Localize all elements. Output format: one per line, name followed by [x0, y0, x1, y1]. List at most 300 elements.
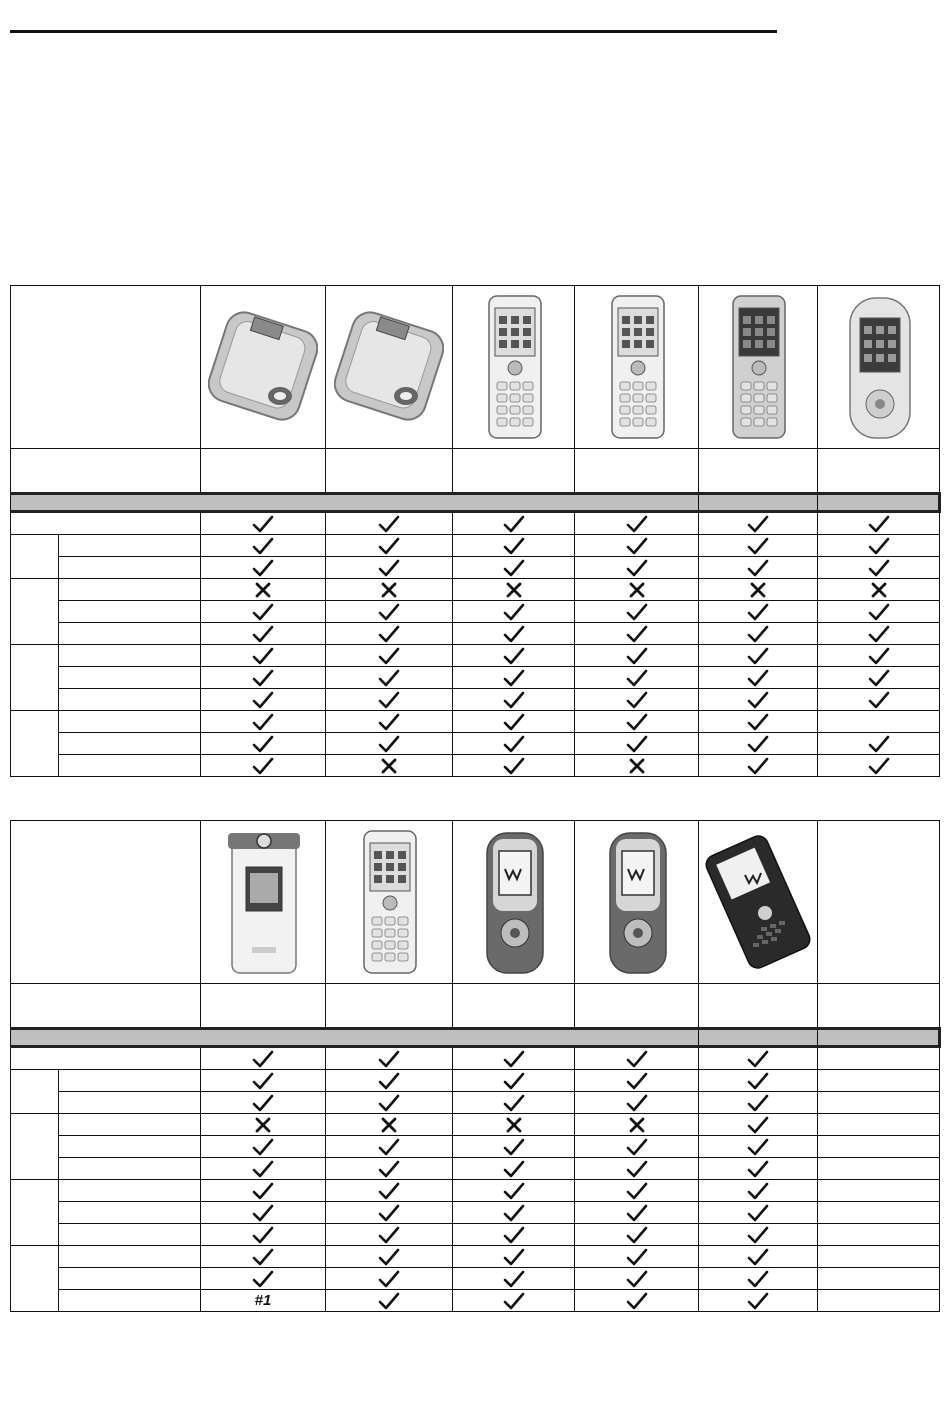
support-cell [575, 711, 699, 733]
support-cell [326, 711, 453, 733]
support-cell [201, 1246, 326, 1268]
checkmark-icon [251, 734, 275, 754]
support-cell [326, 1290, 453, 1312]
feature-group-cell [11, 535, 59, 579]
checkmark-icon [746, 536, 770, 556]
cross-icon [251, 1115, 275, 1135]
feature-label-cell [59, 601, 201, 623]
checkmark-icon [746, 624, 770, 644]
feature-row [11, 755, 940, 777]
support-cell [818, 1290, 940, 1312]
checkmark-icon [746, 668, 770, 688]
support-cell [453, 1224, 575, 1246]
support-cell [326, 733, 453, 755]
name-label-cell [11, 449, 201, 494]
phone-name-cell [575, 984, 699, 1029]
support-cell [453, 623, 575, 645]
support-cell [575, 1047, 699, 1070]
walkman-slider-phone-image [582, 827, 692, 977]
support-cell [818, 1224, 940, 1246]
feature-label-cell [59, 711, 201, 733]
support-cell [575, 1202, 699, 1224]
checkmark-icon [625, 1049, 649, 1069]
cross-icon [867, 580, 891, 600]
feature-row [11, 1136, 940, 1158]
feature-row [11, 623, 940, 645]
support-cell [699, 1224, 818, 1246]
section-band-row [11, 1029, 940, 1047]
support-cell [818, 1180, 940, 1202]
support-cell [818, 645, 940, 667]
support-cell [699, 667, 818, 689]
support-cell [575, 1158, 699, 1180]
support-cell [201, 557, 326, 579]
support-cell [699, 1047, 818, 1070]
support-cell [818, 579, 940, 601]
checkmark-icon [502, 1269, 526, 1289]
section-band [699, 494, 818, 512]
support-cell [201, 1202, 326, 1224]
feature-row [11, 579, 940, 601]
feature-label-cell [59, 557, 201, 579]
feature-label-cell [59, 623, 201, 645]
checkmark-icon [625, 1247, 649, 1267]
cross-icon [502, 580, 526, 600]
support-cell [818, 1136, 940, 1158]
checkmark-icon [625, 536, 649, 556]
phone-image-cell [326, 286, 453, 449]
checkmark-icon [502, 646, 526, 666]
feature-label-cell [59, 535, 201, 557]
cross-icon [251, 580, 275, 600]
support-cell [453, 1268, 575, 1290]
checkmark-icon [251, 514, 275, 534]
cross-icon [377, 1115, 401, 1135]
feature-row [11, 1158, 940, 1180]
checkmark-icon [746, 690, 770, 710]
feature-label-cell [11, 512, 201, 535]
support-cell [453, 689, 575, 711]
feature-row [11, 1202, 940, 1224]
checkmark-icon [251, 712, 275, 732]
support-cell [326, 623, 453, 645]
checkmark-icon [251, 1247, 275, 1267]
support-cell [201, 1290, 326, 1312]
name-label-cell [11, 984, 201, 1029]
section-band [11, 494, 699, 512]
checkmark-icon [625, 558, 649, 578]
checkmark-icon [867, 558, 891, 578]
feature-row [11, 1246, 940, 1268]
checkmark-icon [625, 602, 649, 622]
support-cell [575, 601, 699, 623]
support-cell [699, 1158, 818, 1180]
walkman-black-phone-image [703, 827, 813, 977]
support-cell [699, 1070, 818, 1092]
support-cell [326, 1202, 453, 1224]
support-cell [326, 667, 453, 689]
support-cell [201, 733, 326, 755]
checkmark-icon [251, 624, 275, 644]
support-cell [201, 1224, 326, 1246]
feature-row [11, 1180, 940, 1202]
checkmark-icon [502, 1137, 526, 1157]
phone-name-cell [575, 449, 699, 494]
feature-row [11, 535, 940, 557]
support-cell [326, 1180, 453, 1202]
checkmark-icon [502, 1049, 526, 1069]
checkmark-icon [251, 646, 275, 666]
checkmark-icon [502, 1159, 526, 1179]
support-cell [818, 535, 940, 557]
feature-label-cell [59, 667, 201, 689]
checkmark-icon [746, 1247, 770, 1267]
feature-row [11, 512, 940, 535]
feature-label-cell [59, 645, 201, 667]
support-cell [453, 579, 575, 601]
checkmark-icon [867, 734, 891, 754]
cross-icon [377, 580, 401, 600]
support-cell [575, 1180, 699, 1202]
checkmark-icon [867, 536, 891, 556]
checkmark-icon [625, 1159, 649, 1179]
support-cell [453, 1092, 575, 1114]
checkmark-icon [377, 1137, 401, 1157]
phone-image-cell [201, 821, 326, 984]
support-cell [818, 512, 940, 535]
support-cell [453, 1290, 575, 1312]
support-cell [201, 667, 326, 689]
cross-icon [502, 1115, 526, 1135]
checkmark-icon [625, 1137, 649, 1157]
checkmark-icon [502, 1071, 526, 1091]
feature-group-cell [11, 711, 59, 777]
feature-label-cell [59, 1158, 201, 1180]
support-cell [575, 1290, 699, 1312]
feature-row [11, 645, 940, 667]
feature-label-cell [11, 1047, 201, 1070]
checkmark-icon [377, 1181, 401, 1201]
checkmark-icon [502, 734, 526, 754]
support-cell [201, 601, 326, 623]
support-cell [699, 1268, 818, 1290]
checkmark-icon [746, 646, 770, 666]
checkmark-icon [377, 1225, 401, 1245]
support-cell [326, 1158, 453, 1180]
checkmark-icon [867, 624, 891, 644]
checkmark-icon [502, 624, 526, 644]
checkmark-icon [867, 690, 891, 710]
support-cell [699, 535, 818, 557]
checkmark-icon [377, 558, 401, 578]
feature-label-cell [59, 1180, 201, 1202]
checkmark-icon [377, 1203, 401, 1223]
support-cell [453, 601, 575, 623]
section-band-row [11, 494, 940, 512]
feature-group-cell [11, 579, 59, 645]
support-cell [453, 755, 575, 777]
phone-image-cell [699, 286, 818, 449]
support-cell [818, 1246, 940, 1268]
checkmark-icon [625, 668, 649, 688]
checkmark-icon [377, 514, 401, 534]
checkmark-icon [746, 1159, 770, 1179]
checkmark-icon [746, 1137, 770, 1157]
support-cell [453, 1136, 575, 1158]
support-cell [575, 1268, 699, 1290]
support-cell [699, 733, 818, 755]
support-cell [818, 667, 940, 689]
feature-group-cell [11, 1070, 59, 1114]
support-cell [326, 579, 453, 601]
checkmark-icon [746, 712, 770, 732]
feature-row [11, 667, 940, 689]
checkmark-icon [502, 514, 526, 534]
checkmark-icon [251, 558, 275, 578]
checkmark-icon [251, 1049, 275, 1069]
support-cell [201, 1180, 326, 1202]
checkmark-icon [867, 646, 891, 666]
support-cell [201, 1114, 326, 1136]
phone-image-cell [453, 821, 575, 984]
checkmark-icon [746, 514, 770, 534]
flip-phone-silver-image [334, 292, 444, 442]
feature-label-cell [59, 579, 201, 601]
support-cell [326, 689, 453, 711]
checkmark-icon [625, 690, 649, 710]
support-cell [575, 1224, 699, 1246]
phone-image-cell [699, 821, 818, 984]
checkmark-icon [625, 1269, 649, 1289]
checkmark-icon [377, 602, 401, 622]
support-cell [699, 1290, 818, 1312]
section-band [818, 1029, 940, 1047]
phone-name-cell [818, 449, 940, 494]
cross-icon [377, 756, 401, 776]
feature-row [11, 1047, 940, 1070]
feature-row [11, 689, 940, 711]
support-cell [201, 1268, 326, 1290]
checkmark-icon [251, 1269, 275, 1289]
feature-label-cell [59, 1114, 201, 1136]
phone-image-cell [575, 821, 699, 984]
checkmark-icon [502, 602, 526, 622]
candybar-phone-image [582, 292, 692, 442]
checkmark-icon [625, 1071, 649, 1091]
phone-image-cell [818, 286, 940, 449]
support-cell [201, 623, 326, 645]
checkmark-icon [625, 1225, 649, 1245]
candybar-phone-dark-screen-image [703, 292, 813, 442]
phone-image-cell [453, 286, 575, 449]
support-cell [326, 601, 453, 623]
feature-group-cell [11, 1180, 59, 1246]
checkmark-icon [502, 1225, 526, 1245]
compatibility-table-1 [10, 285, 941, 777]
feature-row [11, 1070, 940, 1092]
phone-name-row [11, 449, 940, 494]
support-cell [201, 1070, 326, 1092]
checkmark-icon [251, 1137, 275, 1157]
support-cell [818, 1047, 940, 1070]
checkmark-icon [746, 1049, 770, 1069]
support-cell [453, 645, 575, 667]
support-cell [326, 755, 453, 777]
support-cell [818, 1202, 940, 1224]
support-cell [818, 1092, 940, 1114]
checkmark-icon [625, 1181, 649, 1201]
checkmark-icon [746, 1269, 770, 1289]
feature-label-cell [59, 1290, 201, 1312]
support-cell [201, 645, 326, 667]
support-cell [575, 1136, 699, 1158]
support-cell [575, 557, 699, 579]
support-cell [818, 623, 940, 645]
checkmark-icon [251, 668, 275, 688]
support-cell [699, 579, 818, 601]
phone-name-cell [699, 984, 818, 1029]
phone-name-cell [201, 449, 326, 494]
support-cell [575, 1070, 699, 1092]
support-cell [699, 557, 818, 579]
support-cell [453, 733, 575, 755]
section-band [11, 1029, 699, 1047]
checkmark-icon [251, 1203, 275, 1223]
support-cell [201, 512, 326, 535]
checkmark-icon [746, 602, 770, 622]
checkmark-icon [377, 646, 401, 666]
checkmark-icon [251, 1181, 275, 1201]
feature-row [11, 601, 940, 623]
checkmark-icon [625, 1291, 649, 1311]
checkmark-icon [502, 1203, 526, 1223]
support-cell [575, 689, 699, 711]
support-cell [575, 1114, 699, 1136]
phone-name-cell [818, 984, 940, 1029]
support-cell [699, 601, 818, 623]
feature-row [11, 1224, 940, 1246]
support-cell [699, 1202, 818, 1224]
support-cell [326, 1092, 453, 1114]
checkmark-icon [377, 712, 401, 732]
support-cell [326, 1268, 453, 1290]
phone-name-row [11, 984, 940, 1029]
support-cell [326, 1224, 453, 1246]
checkmark-icon [377, 1159, 401, 1179]
support-cell [453, 1047, 575, 1070]
support-cell [201, 1158, 326, 1180]
checkmark-icon [746, 1181, 770, 1201]
feature-label-cell [59, 1092, 201, 1114]
feature-group-cell [11, 1114, 59, 1180]
feature-group-cell [11, 645, 59, 711]
checkmark-icon [867, 668, 891, 688]
support-cell [575, 512, 699, 535]
support-cell [699, 623, 818, 645]
phone-image-cell [201, 286, 326, 449]
checkmark-icon [625, 734, 649, 754]
support-cell [326, 1114, 453, 1136]
checkmark-icon [746, 1225, 770, 1245]
checkmark-icon [502, 712, 526, 732]
support-cell [699, 1180, 818, 1202]
support-cell [818, 755, 940, 777]
support-cell [575, 1092, 699, 1114]
support-cell [453, 711, 575, 733]
checkmark-icon [746, 1115, 770, 1135]
support-cell [326, 535, 453, 557]
support-cell [201, 711, 326, 733]
checkmark-icon [746, 1291, 770, 1311]
checkmark-icon [251, 602, 275, 622]
support-cell [453, 1246, 575, 1268]
section-band [818, 494, 940, 512]
support-cell [326, 1136, 453, 1158]
checkmark-icon [746, 1203, 770, 1223]
checkmark-icon [625, 1093, 649, 1113]
phone-name-cell [201, 984, 326, 1029]
feature-row [11, 557, 940, 579]
top-divider [10, 30, 777, 33]
cross-icon [625, 1115, 649, 1135]
feature-label-cell [59, 689, 201, 711]
support-cell [453, 1180, 575, 1202]
support-cell [699, 1246, 818, 1268]
checkmark-icon [251, 1225, 275, 1245]
phone-name-cell [326, 984, 453, 1029]
support-cell [453, 512, 575, 535]
feature-row [11, 1290, 940, 1312]
checkmark-icon [251, 1093, 275, 1113]
checkmark-icon [251, 690, 275, 710]
checkmark-icon [377, 1093, 401, 1113]
support-cell [453, 1202, 575, 1224]
feature-row [11, 1092, 940, 1114]
checkmark-icon [377, 1291, 401, 1311]
support-cell [201, 579, 326, 601]
checkmark-icon [377, 1049, 401, 1069]
checkmark-icon [377, 536, 401, 556]
feature-group-cell [11, 1246, 59, 1312]
phone-image-cell [575, 286, 699, 449]
checkmark-icon [502, 536, 526, 556]
support-cell [575, 645, 699, 667]
support-cell [453, 557, 575, 579]
phone-name-cell [453, 984, 575, 1029]
support-cell [818, 557, 940, 579]
checkmark-icon [625, 712, 649, 732]
support-cell [201, 535, 326, 557]
support-cell [818, 689, 940, 711]
support-cell [575, 1246, 699, 1268]
feature-label-cell [59, 1268, 201, 1290]
checkmark-icon [377, 1071, 401, 1091]
support-cell [818, 601, 940, 623]
support-cell [326, 512, 453, 535]
support-cell [201, 755, 326, 777]
feature-label-cell [59, 733, 201, 755]
walkman-slider-phone-image [459, 827, 569, 977]
feature-label-cell [59, 1224, 201, 1246]
checkmark-icon [746, 1071, 770, 1091]
support-cell [201, 1092, 326, 1114]
feature-row [11, 733, 940, 755]
checkmark-icon [377, 668, 401, 688]
checkmark-icon [867, 756, 891, 776]
checkmark-icon [251, 756, 275, 776]
support-cell [575, 535, 699, 557]
checkmark-icon [625, 646, 649, 666]
